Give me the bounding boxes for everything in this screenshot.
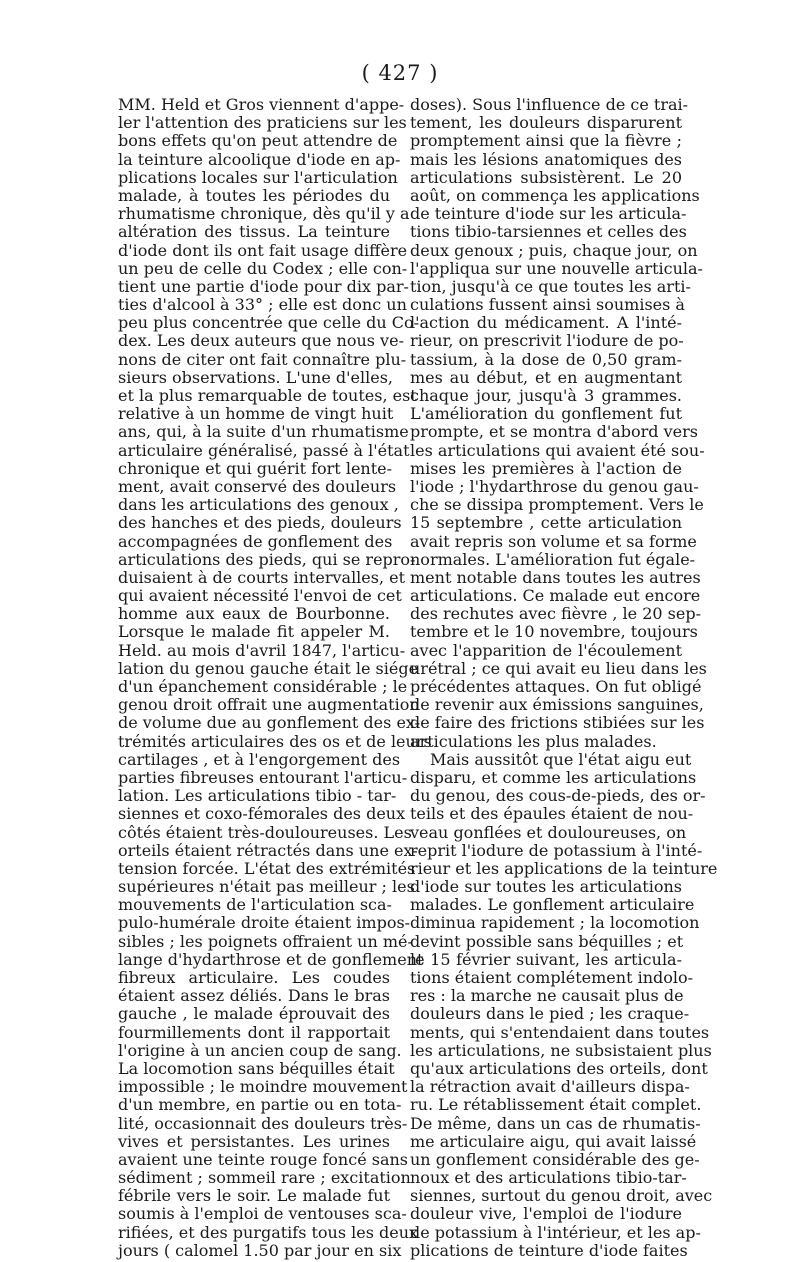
text-line: promptement ainsi que la fièvre ; [410, 131, 682, 151]
page-number: ( 427 ) [361, 61, 439, 85]
text-line: un gonflement considérable des ge- [410, 1149, 700, 1169]
text-line: mises les premières à l'action de [410, 458, 682, 478]
text-line: articulaire généralisé, passé à l'état [118, 440, 410, 460]
text-line: rifiées, et des purgatifs tous les deux [118, 1222, 419, 1242]
text-line: douleurs dans le pied ; les craque- [410, 1004, 690, 1024]
text-line: tions tibio-tarsiennes et celles des [410, 222, 687, 242]
text-line: ties d'alcool à 33° ; elle est donc un [118, 295, 407, 315]
text-line: les articulations, ne subsistaient plus [410, 1040, 712, 1060]
text-line: impossible ; le moindre mouvement [118, 1077, 408, 1097]
text-line: l'action du médicament. A l'inté- [410, 313, 682, 333]
text-line: des rechutes avec fièvre , le 20 sep- [410, 604, 701, 624]
text-line: peu plus concentrée que celle du Co- [118, 313, 420, 333]
text-line: jours ( calomel 1.50 par jour en six [118, 1240, 402, 1260]
text-line: malade, à toutes les périodes du [118, 185, 390, 205]
text-line: normales. L'amélioration fut égale- [410, 549, 696, 569]
text-line: douleur vive, l'emploi de l'iodure [410, 1204, 682, 1224]
text-line: diminua rapidement ; la locomotion [410, 913, 700, 933]
text-line: siennes et coxo-fémorales des deux [118, 804, 406, 824]
text-line: l'iode ; l'hydarthrose du genou gau- [410, 476, 699, 496]
text-line: chaque jour, jusqu'à 3 grammes. [410, 386, 682, 405]
text-line: de volume due au gonflement des ex- [118, 713, 421, 733]
text-line: vives et persistantes. Les urines [118, 1131, 390, 1151]
text-line: articulations subsistèrent. Le 20 [410, 167, 682, 187]
text-line: fébrile vers le soir. Le malade fut [118, 1186, 390, 1206]
text-line: supérieures n'était pas meilleur ; les [118, 877, 415, 897]
text-line: avait repris son volume et sa forme [410, 531, 697, 551]
text-line: articulations les plus malades. [410, 731, 657, 751]
text-line: tions étaient complétement indolo- [410, 968, 694, 987]
text-line: reprit l'iodure de potassium à l'inté- [410, 840, 703, 860]
text-line: siennes, surtout du genou droit, avec [410, 1186, 713, 1206]
text-line: sédiment ; sommeil rare ; excitation [118, 1168, 411, 1188]
text-line: genou droit offrait une augmentation [118, 695, 420, 715]
text-line: cartilages , et à l'engorgement des [118, 749, 401, 769]
text-line: tembre et le 10 novembre, toujours [410, 622, 698, 642]
text-line: homme aux eaux de Bourbonne. [118, 604, 390, 624]
text-line: MM. Held et Gros viennent d'appe- [118, 95, 405, 114]
text-line: altération des tissus. La teinture [118, 222, 390, 242]
text-line: chronique et qui guérit fort lente- [118, 458, 393, 478]
text-line: la teinture alcoolique d'iode en ap- [118, 149, 401, 169]
text-line: fourmillements dont il rapportait [118, 1022, 390, 1042]
text-line: ans, qui, à la suite d'un rhumatisme [118, 422, 409, 442]
text-line: rieur, on prescrivit l'iodure de po- [410, 331, 684, 351]
text-line: gauche , le malade éprouvait des [118, 1004, 390, 1024]
text-line: relative à un homme de vingt huit [118, 404, 394, 424]
text-line: du genou, des cous-de-pieds, des or- [410, 786, 706, 806]
text-line: tient une partie d'iode pour dix par- [118, 276, 409, 296]
text-line: tement, les douleurs disparurent [410, 113, 682, 133]
text-line: sibles ; les poignets offraient un mé- [118, 931, 413, 951]
text-line: orteils étaient rétractés dans une ex- [118, 840, 418, 860]
text-line: accompagnées de gonflement des [118, 531, 393, 551]
text-line: rhumatisme chronique, dès qu'il y a [118, 204, 410, 224]
right-text-column [410, 95, 718, 1260]
text-line: devint possible sans béquilles ; et [410, 931, 684, 951]
text-line: de potassium à l'intérieur, et les ap- [410, 1222, 701, 1242]
text-line: me articulaire aigu, qui avait laissé [410, 1131, 697, 1151]
text-line: rieur et les applications de la teinture [410, 858, 718, 878]
text-line: ment, avait conservé des douleurs [118, 476, 397, 496]
text-line: Held. au mois d'avril 1847, l'articu- [118, 640, 406, 660]
text-line: tension forcée. L'état des extrémités [118, 858, 416, 878]
text-line: doses). Sous l'influence de ce trai- [410, 95, 689, 114]
text-line: tassium, à la dose de 0,50 gram- [410, 349, 682, 369]
text-line: de faire des frictions stibiées sur les [410, 713, 705, 733]
text-line: qui avaient nécessité l'envoi de cet [118, 586, 402, 606]
text-line: 15 septembre , cette articulation [410, 513, 682, 533]
text-line: tion, jusqu'à ce que toutes les arti- [410, 276, 691, 296]
text-line: disparu, et comme les articulations [410, 767, 697, 787]
text-line: qu'aux articulations des orteils, dont [410, 1058, 708, 1078]
text-line: de teinture d'iode sur les articula- [410, 204, 687, 224]
text-line: plications de teinture d'iode faites [410, 1240, 688, 1260]
text-line: deux genoux ; puis, chaque jour, on [410, 240, 698, 260]
text-line: la rétraction avait d'ailleurs dispa- [410, 1077, 690, 1097]
text-line: prompte, et se montra d'abord vers [410, 422, 698, 442]
text-line: La locomotion sans béquilles était [118, 1058, 395, 1078]
text-line: lation du genou gauche était le siége [118, 658, 419, 678]
text-line: mouvements de l'articulation sca- [118, 895, 392, 915]
text-line: bons effets qu'on peut attendre de [118, 131, 398, 151]
text-line: De même, dans un cas de rhumatis- [410, 1113, 701, 1133]
text-line: res : la marche ne causait plus de [410, 986, 684, 1006]
text-line: sieurs observations. L'une d'elles, [118, 367, 393, 387]
text-line: culations fussent ainsi soumises à [410, 295, 685, 315]
text-line: et la plus remarquable de toutes, est [118, 386, 417, 405]
text-line: ments, qui s'entendaient dans toutes [410, 1022, 710, 1042]
text-line: étaient assez déliés. Dans le bras [118, 986, 390, 1006]
text-line: le 15 février suivant, les articula- [410, 949, 682, 969]
text-line: fibreux articulaire. Les coudes [118, 968, 390, 987]
text-line: mes au début, et en augmentant [410, 367, 682, 387]
text-line: urétral ; ce qui avait eu lieu dans les [410, 658, 707, 678]
text-line: nons de citer ont fait connaître plu- [118, 349, 407, 369]
text-line: avec l'apparition de l'écoulement [410, 640, 682, 660]
text-line: trémités articulaires des os et de leurs [118, 731, 432, 751]
text-line: d'iode dont ils ont fait usage diffère [118, 240, 408, 260]
text-line: les articulations qui avaient été sou- [410, 440, 705, 460]
text-line: teils et des épaules étaient de nou- [410, 804, 694, 824]
text-line: veau gonflées et douloureuses, on [410, 822, 687, 842]
text-line: Mais aussitôt que l'état aigu eut [430, 749, 692, 769]
text-line: un peu de celle du Codex ; elle con- [118, 258, 408, 278]
text-line: août, on commença les applications [410, 185, 700, 205]
text-line: l'origine à un ancien coup de sang. [118, 1040, 402, 1060]
text-line: des hanches et des pieds, douleurs [118, 513, 402, 533]
text-line: mais les lésions anatomiques des [410, 149, 682, 169]
text-line: ment notable dans toutes les autres [410, 567, 701, 587]
text-line: noux et des articulations tibio-tar- [410, 1168, 687, 1188]
text-line: de revenir aux émissions sanguines, [410, 695, 704, 715]
text-line: l'appliqua sur une nouvelle articula- [410, 258, 703, 278]
text-line: articulations. Ce malade eut encore [410, 586, 701, 606]
text-line: articulations des pieds, qui se repro- [118, 549, 416, 569]
text-line: d'un épanchement considérable ; le [118, 677, 408, 696]
text-line: plications locales sur l'articulation [118, 167, 398, 187]
text-line: L'amélioration du gonflement fut [410, 404, 682, 424]
text-line: précédentes attaques. On fut obligé [410, 677, 702, 696]
text-line: duisaient à de courts intervalles, et [118, 567, 406, 587]
text-line: dex. Les deux auteurs que nous ve- [118, 331, 404, 351]
text-line: Lorsque le malade fit appeler M. [118, 622, 390, 642]
text-line: pulo-humérale droite étaient impos- [118, 913, 411, 933]
text-line: lange d'hydarthrose et de gonflement [118, 949, 424, 969]
text-line: ler l'attention des praticiens sur les [118, 113, 407, 133]
text-line: malades. Le gonflement articulaire [410, 895, 695, 915]
text-line: ru. Le rétablissement était complet. [410, 1095, 702, 1115]
text-line: che se dissipa promptement. Vers le [410, 495, 704, 515]
left-text-column [118, 95, 432, 1260]
text-line: parties fibreuses entourant l'articu- [118, 767, 408, 787]
text-line: côtés étaient très-douloureuses. Les [118, 822, 412, 842]
text-line: d'iode sur toutes les articulations [410, 877, 682, 897]
text-line: d'un membre, en partie ou en tota- [118, 1095, 402, 1115]
text-line: lité, occasionnait des douleurs très- [118, 1113, 408, 1133]
text-line: avaient une teinte rouge foncé sans [118, 1149, 409, 1169]
text-line: lation. Les articulations tibio - tar- [118, 786, 397, 806]
text-line: soumis à l'emploi de ventouses sca- [118, 1204, 407, 1224]
text-line: dans les articulations des genoux , [118, 495, 399, 515]
